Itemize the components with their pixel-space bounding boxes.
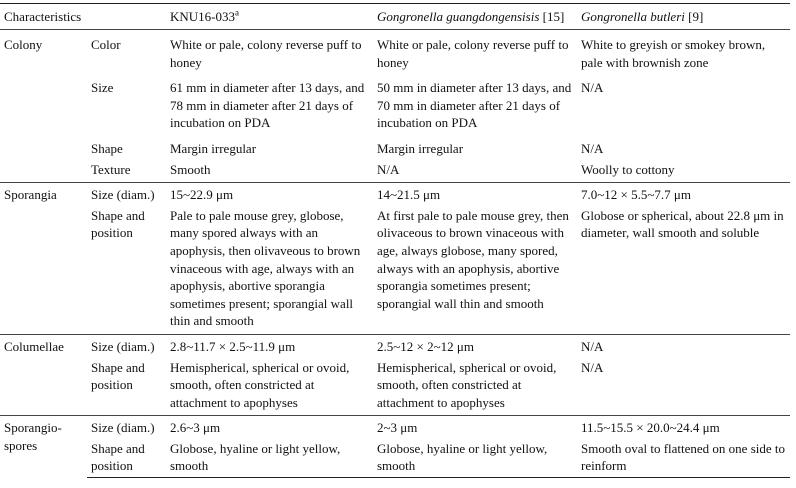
columellae-size-row xyxy=(0,334,790,355)
row-label: Texture xyxy=(87,158,166,183)
colony-color-row xyxy=(0,30,790,72)
cell: Smooth oval to flattened on one side to reinform xyxy=(577,437,790,478)
cell: 2.8~11.7 × 2.5~11.9 μm xyxy=(170,338,296,354)
characteristics-table xyxy=(0,3,790,478)
cell: N/A xyxy=(577,356,790,416)
cell: 11.5~15.5 × 20.0~24.4 μm xyxy=(581,420,720,436)
cell: N/A xyxy=(373,158,577,183)
cell: 61 mm in diameter after 13 days, and 78 mm in diameter after 21 days of incubation on PDA xyxy=(170,80,365,131)
cell: White or pale, colony reverse puff to honey xyxy=(170,37,362,70)
cell: Margin irregular xyxy=(170,140,257,156)
group-label-sporangia: Sporangia xyxy=(4,187,57,203)
cell: Margin irregular xyxy=(377,140,464,156)
colony-shape-row xyxy=(0,132,790,158)
cell: 14~21.5 μm xyxy=(377,187,441,203)
cell: N/A xyxy=(581,338,604,354)
reference: [9] xyxy=(684,9,704,24)
sporangiospores-shape-row xyxy=(0,437,790,478)
cell: 2.5~12 × 2~12 μm xyxy=(377,338,474,354)
colony-size-row xyxy=(0,71,790,132)
row-label: Size (diam.) xyxy=(91,187,155,203)
header-characteristics: Characteristics xyxy=(0,4,166,30)
sporangiospores-size-row xyxy=(0,416,790,437)
columellae-shape-row xyxy=(0,356,790,416)
row-label: Shape and position xyxy=(87,204,166,335)
cell: Hemispherical, spherical or ovoid, smooth, often constricted at attachment to apophyses xyxy=(166,356,373,416)
group-label-sporangiospores: Sporangio-spores xyxy=(4,420,62,453)
header-strain: KNU16-033$^a$ xyxy=(166,4,373,30)
cell: Globose, hyaline or light yellow, smooth xyxy=(373,437,577,478)
cell: N/A xyxy=(581,140,604,156)
cell: White to greyish or smokey brown, pale with brownish zone xyxy=(581,37,766,70)
cell: 50 mm in diameter after 13 days, and 70 mm in diameter after 21 days of incubation on PDA xyxy=(377,80,572,131)
sporangia-size-row xyxy=(0,183,790,204)
cell: 7.0~12 × 5.5~7.7 μm xyxy=(581,187,691,203)
cell: N/A xyxy=(581,80,604,96)
cell: Globose, hyaline or light yellow, smooth xyxy=(166,437,373,478)
cell: Globose or spherical, about 22.8 μm in diameter, wall smooth and soluble xyxy=(577,204,790,335)
cell: Smooth xyxy=(166,158,373,183)
row-label: Shape and position xyxy=(87,437,166,478)
cell: Woolly to cottony xyxy=(577,158,790,183)
row-label: Size (diam.) xyxy=(91,420,155,436)
cell: 2~3 μm xyxy=(377,420,418,436)
species-name: Gongronella butleri xyxy=(581,9,685,24)
row-label: Size xyxy=(91,80,114,96)
header-species-guangdongensisis xyxy=(373,4,577,30)
header-species-butleri xyxy=(577,4,790,30)
group-label-columellae: Columellae xyxy=(4,338,64,354)
cell: Pale to pale mouse grey, globose, many spored always with an apophysis, then olivaveous to brown vinaceous with age, always with an apophysis, abortive sporangia sometimes present; sporangial wall thin and smooth xyxy=(166,204,373,335)
cell: 2.6~3 μm xyxy=(170,420,221,436)
sporangia-shape-row xyxy=(0,204,790,335)
cell: White or pale, colony reverse puff to honey xyxy=(377,37,569,70)
reference: [15] xyxy=(539,9,565,24)
cell: At first pale to pale mouse grey, then olivaceous to brown vinaceous with age, always globose, many spored, always with an apophysis, abortive sporangia sometimes present; sporangial wall thin and smooth xyxy=(373,204,577,335)
species-name: Gongronella guangdongensisis xyxy=(377,9,540,24)
colony-texture-row xyxy=(0,158,790,183)
row-label: Shape xyxy=(91,140,123,156)
row-label: Size (diam.) xyxy=(91,338,155,354)
row-label: Color xyxy=(91,37,121,52)
row-label: Shape and position xyxy=(87,356,166,416)
cell: Hemispherical, spherical or ovoid, smooth, often constricted at attachment to apophyses xyxy=(373,356,577,416)
header-row xyxy=(0,4,790,30)
strain-footnote-mark: a xyxy=(235,7,239,18)
cell: 15~22.9 μm xyxy=(170,187,234,203)
group-label-colony: Colony xyxy=(4,37,43,52)
